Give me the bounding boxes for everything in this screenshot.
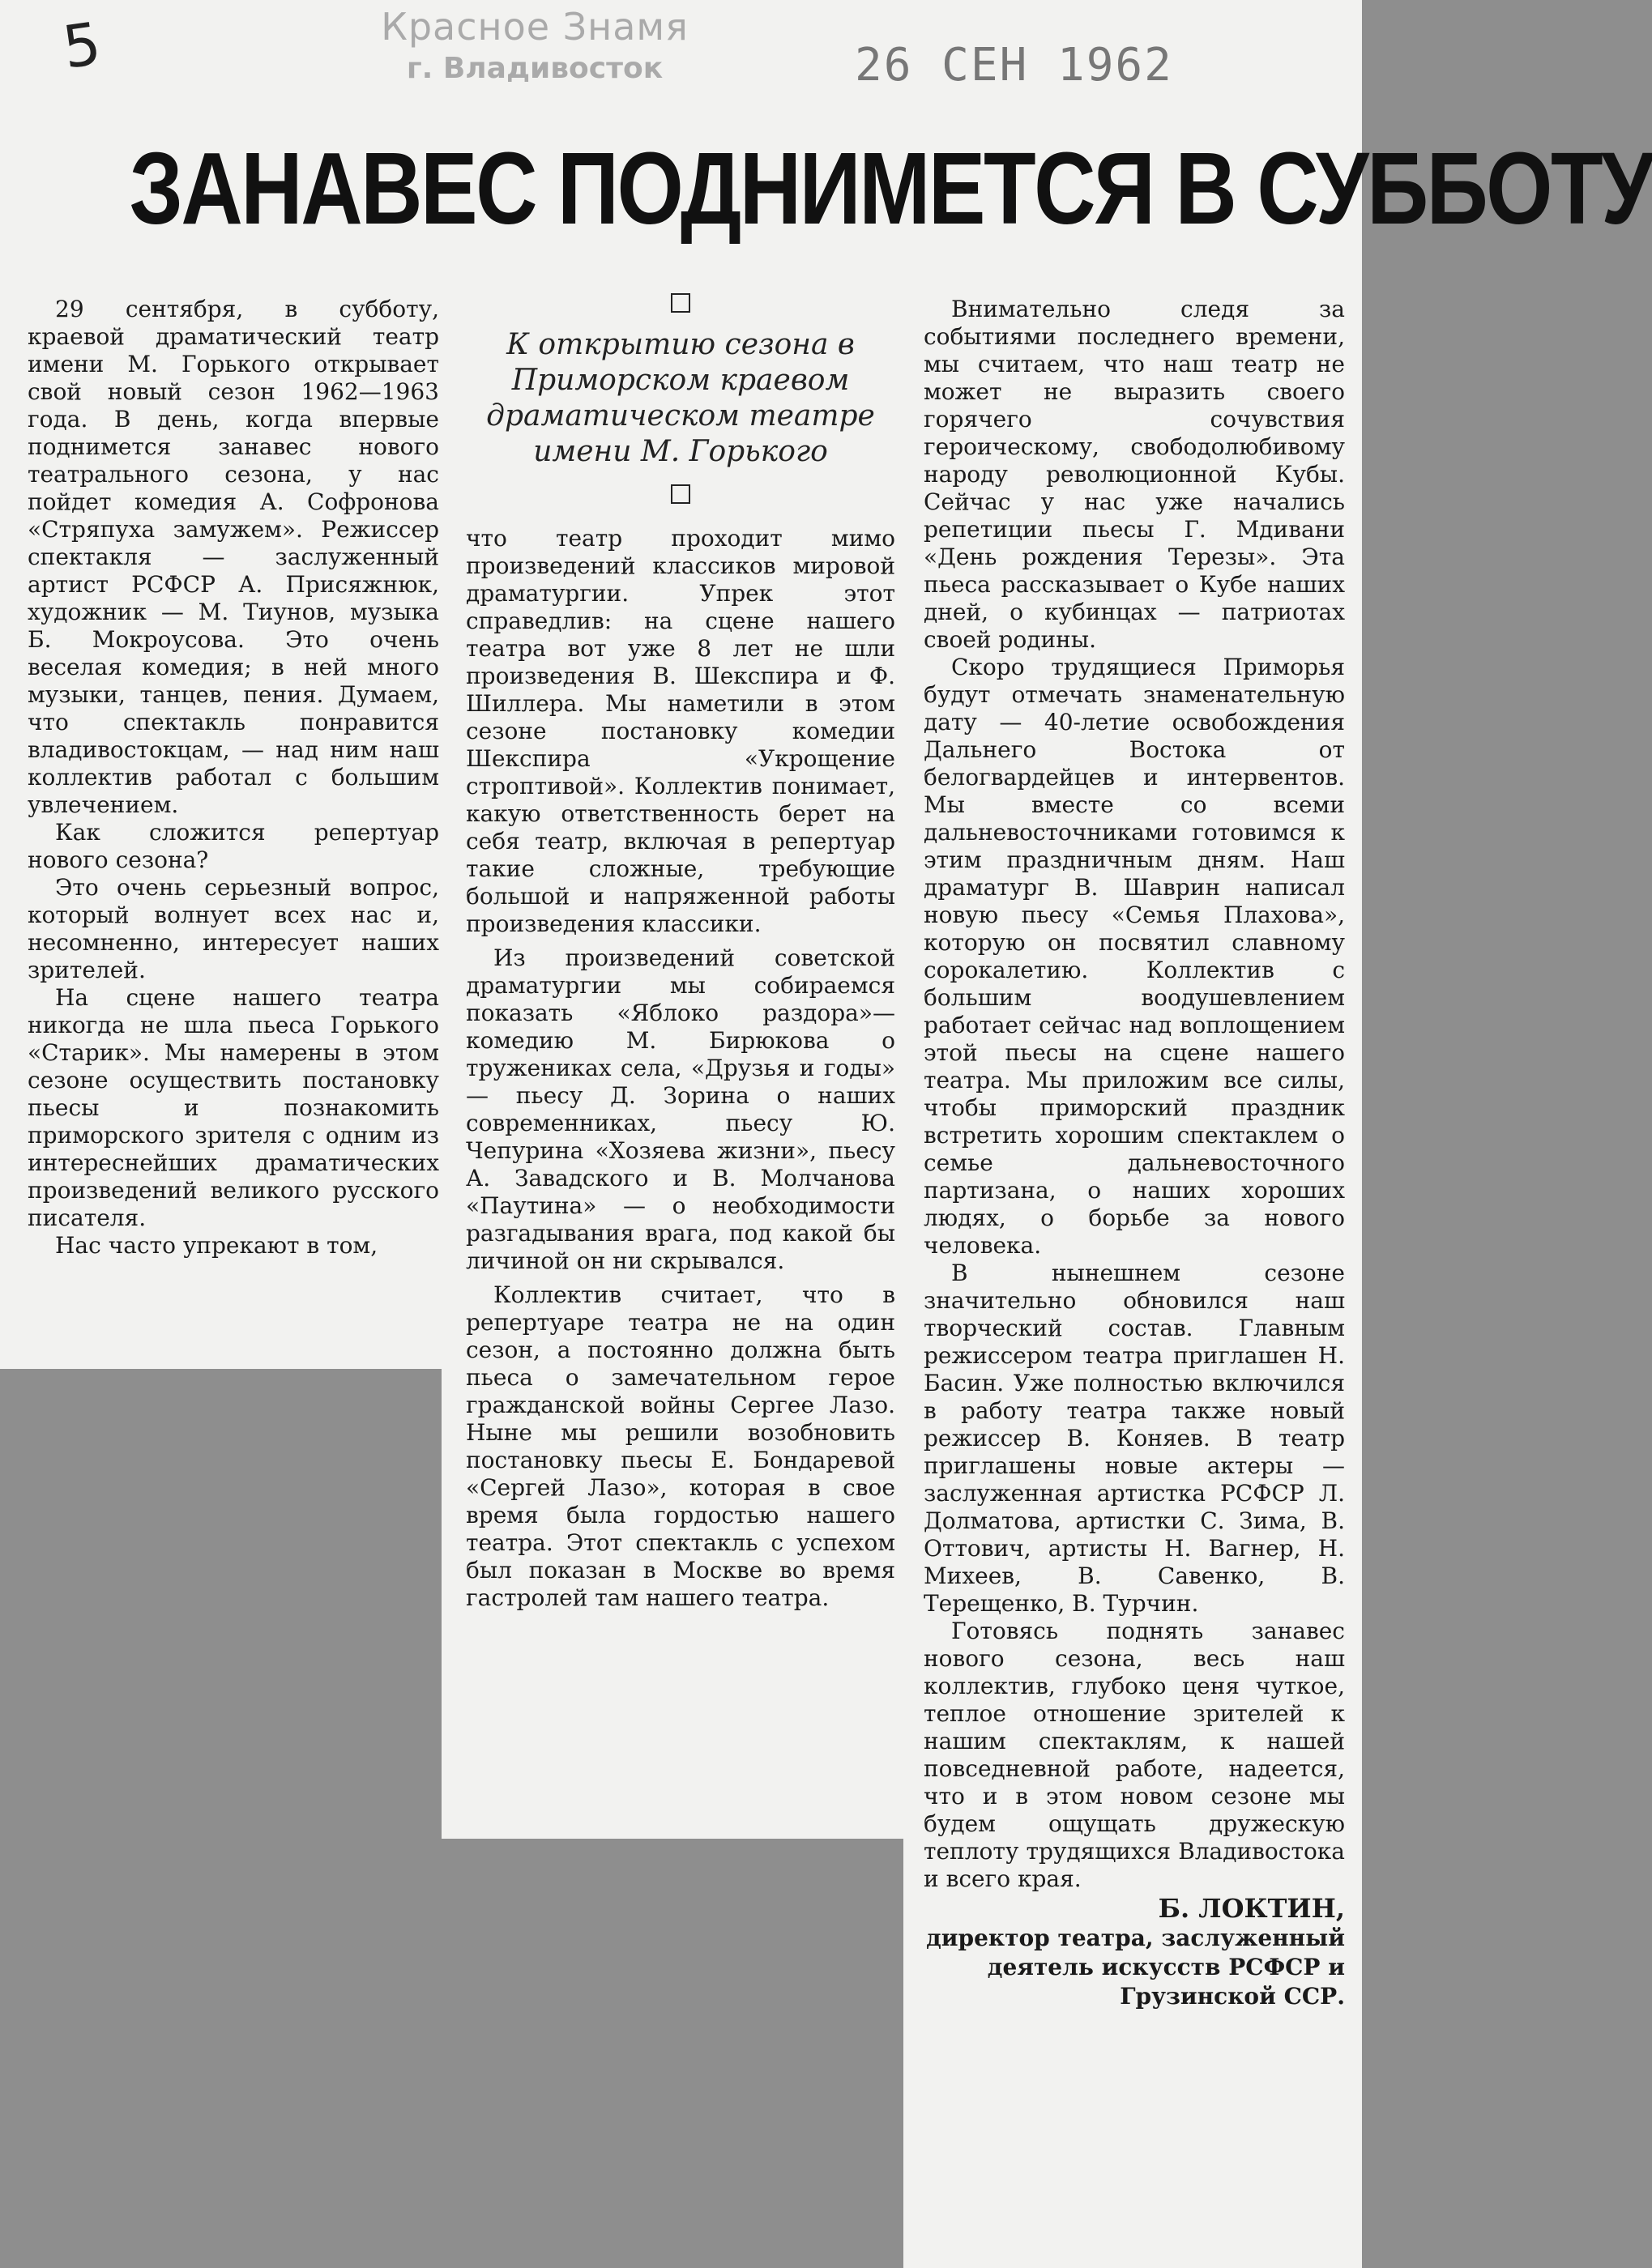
paragraph: Это очень серьезный вопрос, который волнует всех нас и, несомненно, интересует наших зрителей. <box>28 874 439 983</box>
newspaper-city-stamp: г. Владивосток <box>406 52 664 85</box>
paragraph: Скоро трудящиеся Приморья будут отмечать знаменательную дату — 40-летие освобождения Дальнего Востока от белогвардейцев и интервентов. Мы вместе со всеми дальневосточниками готовимся к этим праздничным дням. Наш драматург В. Шаврин написал новую пьесу «Семья Плахова», которую он посвятил славному сорокалетию. Коллектив с большим воодушевлением работает сейчас над воплощением этой пьесы на сцене нашего театра. Мы приложим все силы, чтобы приморский праздник встретить хорошим спектаклем о семье дальневосточного партизана, о наших хороших людях, о борьбе за нового человека. <box>924 654 1345 1259</box>
page-number-mark: 5 <box>58 9 105 82</box>
author-name: Б. ЛОКТИН, <box>1158 1893 1345 1924</box>
paragraph: Как сложится репертуар нового сезона? <box>28 819 439 873</box>
paragraph: В нынешнем сезоне значительно обновился наш творческий состав. Главным режиссером театра приглашен Н. Басин. Уже полностью включился в работу театра также новый режиссер В. Коняев. В театр приглашены новые актеры — заслуженная артистка РСФСР Л. Долматова, артистки С. Зима, В. Оттович, артисты Н. Вагнер, Н. Михеев, В. Савенко, В. Терещенко, В. Турчин. <box>924 1260 1345 1617</box>
paragraph: Готовясь поднять занавес нового сезона, весь наш коллектив, глубоко ценя чуткое, теплое отношение зрителей к нашим спектаклям, к нашей повседневной работе, надеется, что и в этом новом сезоне мы будем ощущать дружескую теплоту трудящихся Владивостока и всего края. <box>924 1618 1345 1892</box>
square-ornament <box>671 293 690 313</box>
newspaper-name-stamp: Красное Знамя <box>381 5 689 49</box>
right-column <box>924 296 1345 2011</box>
paragraph: Из произведений советской драматургии мы собираемся показать «Яблоко раздора»— комедию М. Бирюкова о тружениках села, «Друзья и годы» — пьесу Д. Зорина о наших современниках, пьесу Ю. Чепурина «Хозяева жизни», пьесу А. Завадского и В. Молчанова «Паутина» — о необходимости разгадывания врага, под какой бы личиной он ни скрывался. <box>466 944 895 1274</box>
paragraph: Коллектив считает, что в репертуаре театра не на один сезон, а постоянно должна быть пьеса о замечательном герое гражданской войны Сергее Лазо. Ныне мы решили возобновить постановку пьесы Е. Бондаревой «Сергей Лазо», которая в свое время была гордостью нашего театра. Этот спектакль с успехом был показан в Москве во время гастролей там нашего театра. <box>466 1281 895 1611</box>
subheading: К открытию сезона в Приморском краевом драматическом театре имени М. Горького <box>486 328 875 468</box>
middle-column <box>466 293 895 1612</box>
paragraph: Внимательно следя за событиями последнего времени, мы считаем, что наш театр не может не выразить своего горячего сочувствия героическому, свободолюбивому народу революционной Кубы. Сейчас у нас уже начались репетиции пьесы Г. Мдивани «День рождения Терезы». Эта пьеса рассказывает о Кубе наших дней, о кубинцах — патриотах своей родины. <box>924 296 1345 653</box>
date-stamp: 26 СЕН 1962 <box>855 39 1173 92</box>
article-headline: ЗАНАВЕС ПОДНИМЕТСЯ В СУББОТУ <box>129 131 1652 245</box>
paragraph: 29 сентября, в субботу, краевой драматический театр имени М. Горького открывает свой новый сезон 1962—1963 года. В день, когда впервые поднимется занавес нового театрального сезона, у нас пойдет комедия А. Софронова «Стряпуха замужем». Режиссер спектакля — заслуженный артист РСФСР А. Присяжнюк, художник — М. Тиунов, музыка Б. Мокроусова. Это очень веселая комедия; в ней много музыки, танцев, пения. Думаем, что спектакль понравится владивостокцам, — над ним наш коллектив работал с большим увлечением. <box>28 296 439 818</box>
square-ornament <box>671 484 690 504</box>
paragraph: Нас часто упрекают в том, <box>55 1232 378 1259</box>
left-column <box>28 296 439 1260</box>
paragraph: что театр проходит мимо произведений классиков мировой драматургии. Упрек этот справедлив: на сцене нашего театра вот уже 8 лет не шли произведения В. Шекспира и Ф. Шиллера. Мы наметили в этом сезоне постановку комедии Шекспира «Укрощение строптивой». Коллектив понимает, какую ответственность берет на себя театр, включая в репертуар такие сложные, требующие большой и напряженной работы произведения классики. <box>466 525 895 937</box>
paragraph: На сцене нашего театра никогда не шла пьеса Горького «Старик». Мы намерены в этом сезоне осуществить постановку пьесы и познакомить приморского зрителя с одним из интереснейших драматических произведений великого русского писателя. <box>28 984 439 1231</box>
author-role: директор театра, заслуженный деятель искусств РСФСР и Грузинской ССР. <box>926 1925 1345 2010</box>
